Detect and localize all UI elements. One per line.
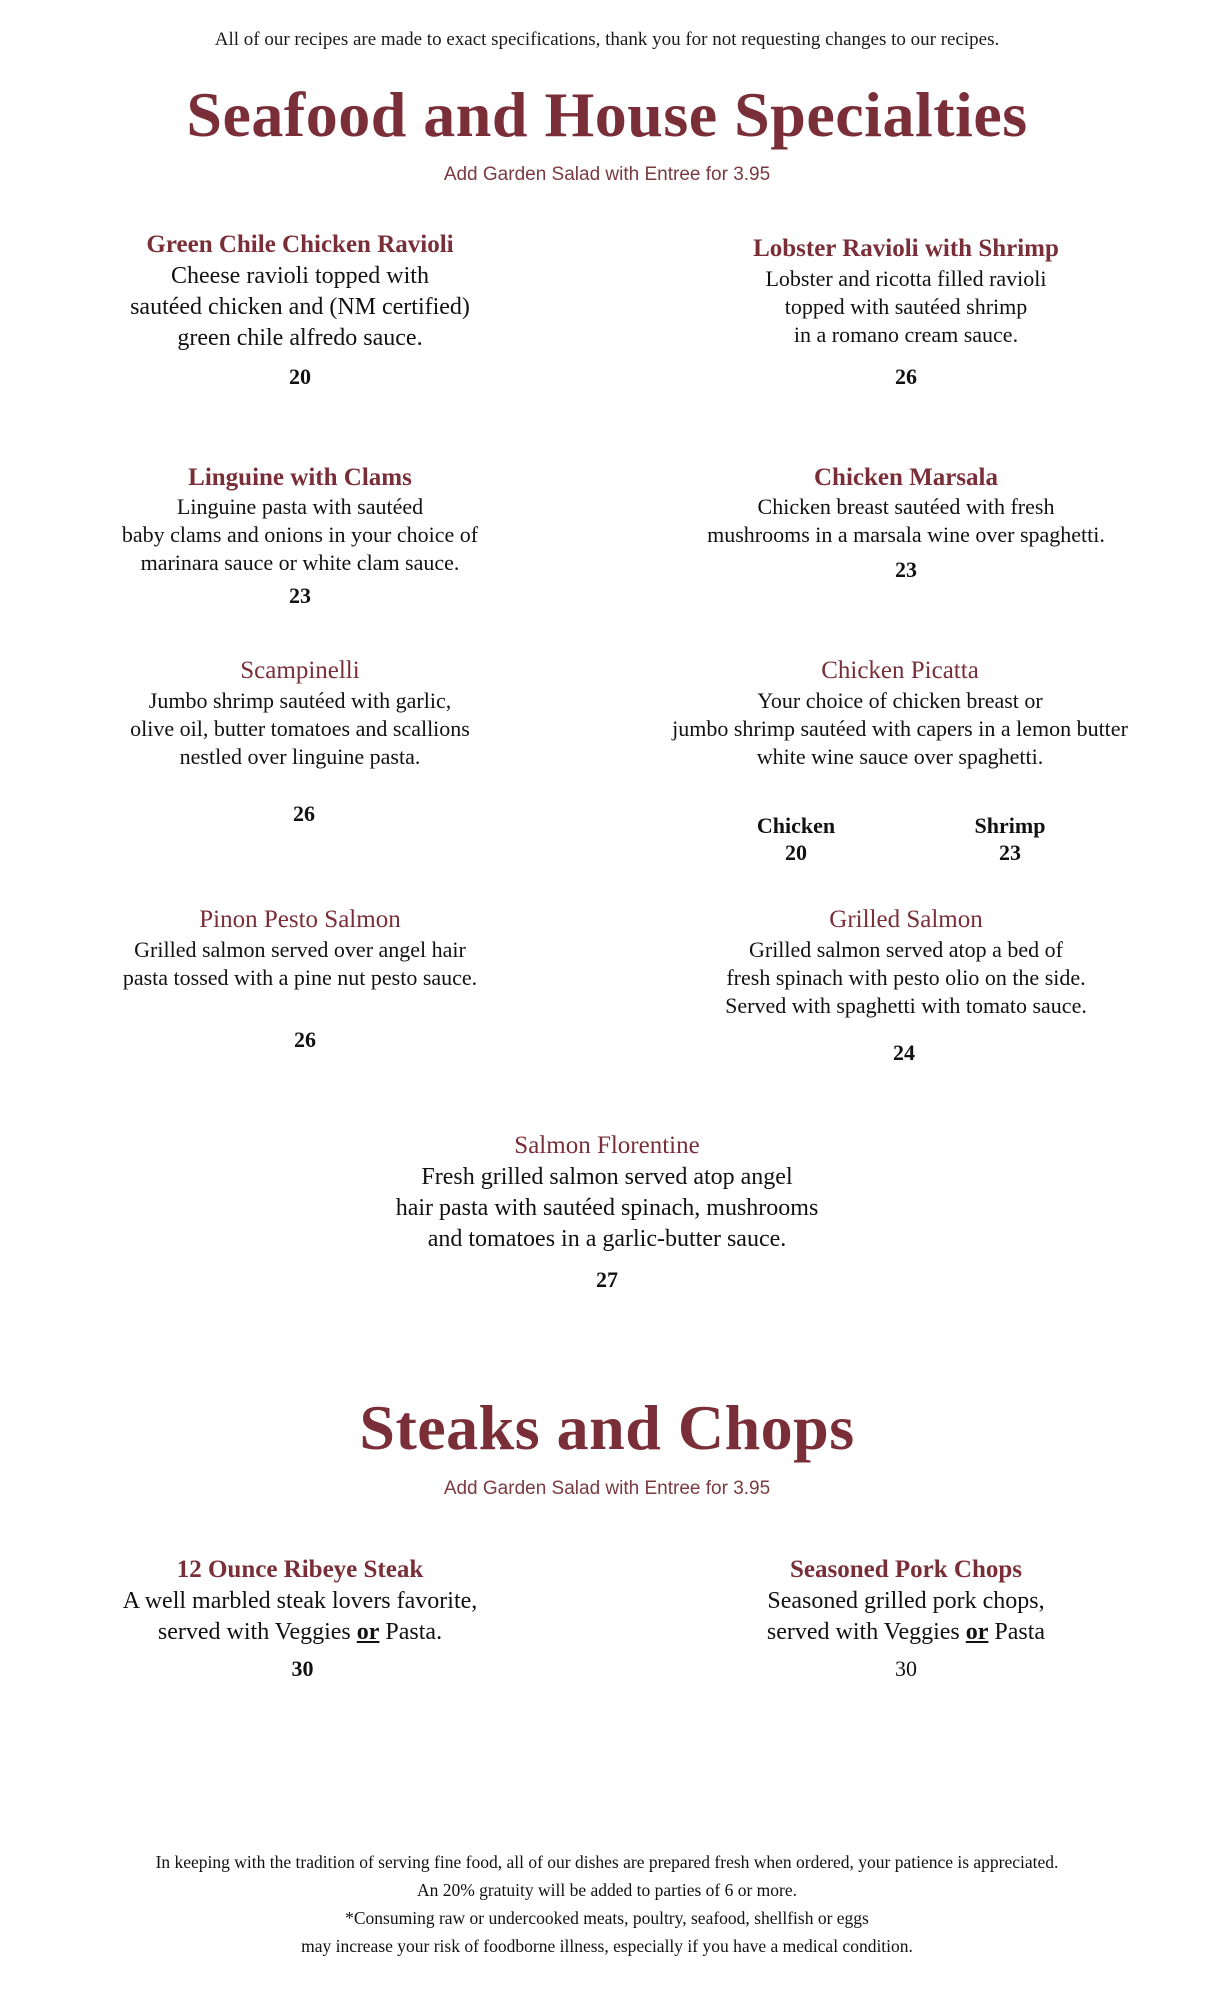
item-price: 26 bbox=[293, 801, 315, 826]
picatta-option-shrimp bbox=[950, 812, 1070, 866]
recipe-notice: All of our recipes are made to exact specifications, thank you for not requesting changes to our recipes. bbox=[214, 29, 1000, 50]
menu-item-pork-chops bbox=[646, 1555, 1166, 1682]
item-price: 23 bbox=[895, 557, 917, 582]
item-price: 26 bbox=[895, 364, 917, 389]
section-title-seafood: Seafood and House Specialties bbox=[186, 79, 1028, 150]
option-label: Shrimp bbox=[974, 813, 1046, 838]
item-description: Cheese ravioli topped with sautéed chicken and (NM certified) green chile alfredo sauce. bbox=[130, 263, 470, 351]
item-description: Grilled salmon served atop a bed of fresh spinach with pesto olio on the side. Served with spaghetti with tomato sauce. bbox=[725, 937, 1087, 1018]
item-name: Scampinelli bbox=[240, 657, 360, 684]
menu-item-chicken-marsala bbox=[646, 463, 1166, 583]
menu-item-grilled-salmon bbox=[646, 905, 1166, 1066]
item-name: Lobster Ravioli with Shrimp bbox=[753, 235, 1059, 262]
item-price: 26 bbox=[294, 1027, 316, 1052]
item-description: Linguine pasta with sautéed baby clams and onions in your choice of marinara sauce or white clam sauce. bbox=[121, 494, 479, 575]
footer-line: *Consuming raw or undercooked meats, poultry, seafood, shellfish or eggs bbox=[345, 1908, 869, 1928]
section-title-steaks: Steaks and Chops bbox=[359, 1392, 855, 1463]
item-price: 30 bbox=[895, 1656, 917, 1681]
picatta-option-chicken bbox=[736, 812, 856, 866]
option-price: 20 bbox=[785, 840, 807, 865]
item-description: Lobster and ricotta filled ravioli topped with sautéed shrimp in a romano cream sauce. bbox=[765, 266, 1047, 347]
item-name: Chicken Marsala bbox=[813, 464, 999, 491]
item-name: Salmon Florentine bbox=[514, 1132, 700, 1159]
option-price: 23 bbox=[999, 840, 1021, 865]
menu-item-chicken-picatta bbox=[620, 656, 1180, 771]
item-price: 23 bbox=[289, 583, 311, 608]
item-name: 12 Ounce Ribeye Steak bbox=[176, 1556, 424, 1583]
menu-item-salmon-florentine bbox=[307, 1131, 907, 1293]
menu-item-pinon-pesto-salmon bbox=[40, 905, 560, 1053]
item-name: Green Chile Chicken Ravioli bbox=[146, 231, 454, 258]
footer-line: In keeping with the tradition of serving fine food, all of our dishes are prepared fresh when ordered, your patience is appreciated. bbox=[155, 1852, 1059, 1872]
option-label: Chicken bbox=[756, 813, 836, 838]
item-name: Grilled Salmon bbox=[829, 906, 983, 933]
item-price: 24 bbox=[893, 1040, 915, 1065]
section-subtitle-steaks: Add Garden Salad with Entree for 3.95 bbox=[443, 1478, 771, 1499]
item-name: Seasoned Pork Chops bbox=[790, 1556, 1022, 1583]
item-description: Grilled salmon served over angel hair pasta tossed with a pine nut pesto sauce. bbox=[122, 937, 478, 990]
item-price: 30 bbox=[291, 1656, 314, 1681]
item-description: Your choice of chicken breast or jumbo shrimp sautéed with capers in a lemon butter white wine sauce over spaghetti. bbox=[672, 688, 1128, 769]
item-description: Seasoned grilled pork chops, served with Veggies or Pasta bbox=[766, 1588, 1046, 1645]
section-subtitle-seafood: Add Garden Salad with Entree for 3.95 bbox=[443, 164, 771, 185]
item-price: 20 bbox=[289, 364, 311, 389]
menu-item-scampinelli bbox=[40, 656, 560, 827]
item-description: Chicken breast sautéed with fresh mushrooms in a marsala wine over spaghetti. bbox=[707, 494, 1105, 547]
item-description: A well marbled steak lovers favorite, served with Veggies or Pasta. bbox=[122, 1588, 478, 1645]
item-description: Fresh grilled salmon served atop angel hair pasta with sautéed spinach, mushrooms and tomatoes in a garlic-butter sauce. bbox=[395, 1164, 819, 1252]
item-name: Chicken Picatta bbox=[821, 657, 979, 684]
footer-line: An 20% gratuity will be added to parties of 6 or more. bbox=[416, 1880, 798, 1900]
item-description: Jumbo shrimp sautéed with garlic, olive oil, butter tomatoes and scallions nestled over linguine pasta. bbox=[130, 688, 470, 769]
footer-disclaimer bbox=[0, 1848, 1214, 1960]
menu-item-lobster-ravioli bbox=[646, 234, 1166, 390]
menu-item-green-chile-ravioli bbox=[40, 230, 560, 390]
menu-item-linguine-clams bbox=[40, 463, 560, 609]
item-name: Linguine with Clams bbox=[188, 464, 412, 491]
menu-item-ribeye-steak bbox=[40, 1555, 560, 1682]
item-name: Pinon Pesto Salmon bbox=[199, 906, 401, 933]
footer-line: may increase your risk of foodborne illness, especially if you have a medical condition. bbox=[301, 1936, 913, 1956]
item-price: 27 bbox=[596, 1267, 618, 1292]
